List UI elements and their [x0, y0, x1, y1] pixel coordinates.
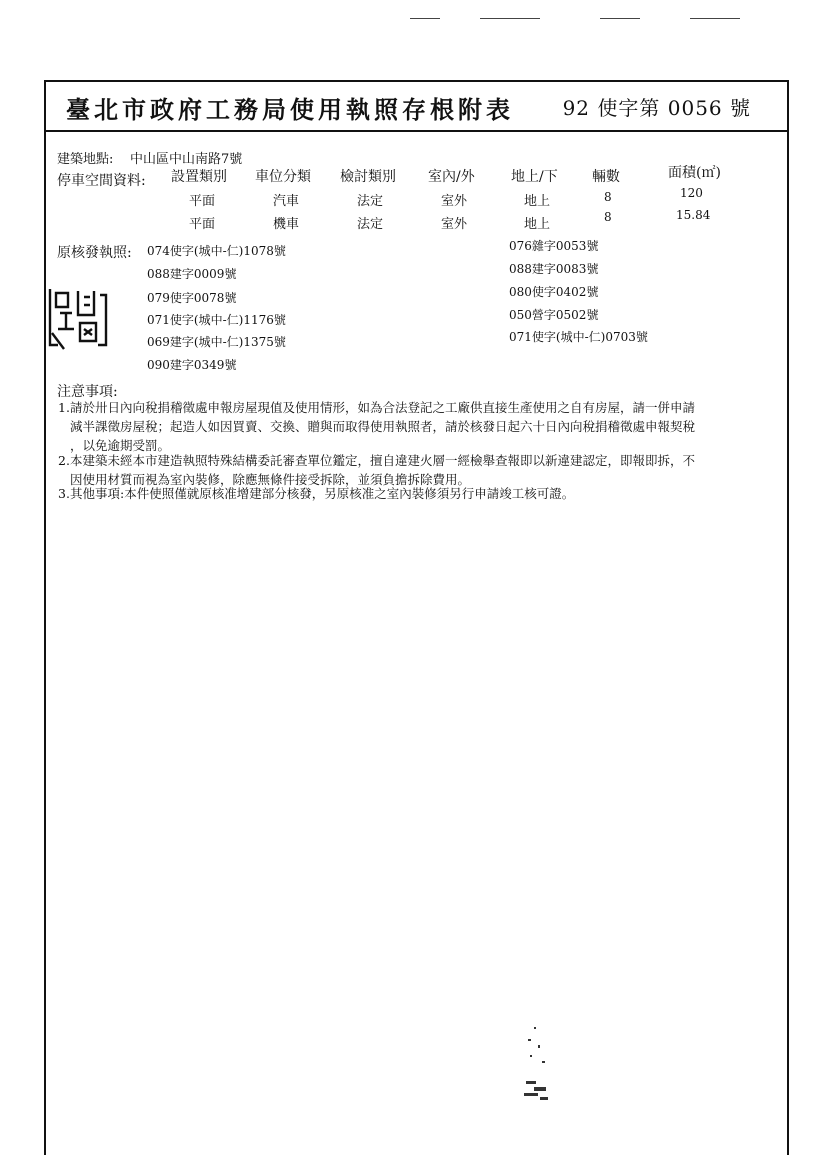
parking-col-category: 設置類別 — [171, 169, 227, 185]
original-permit-right-4: 050營字0502號 — [509, 308, 599, 322]
parking-row1-indoor-outdoor: 室外 — [441, 194, 468, 209]
note-line: 因使用材質而視為室內裝修，除應無條件接受拆除，並須負擔拆除費用。 — [70, 472, 471, 487]
notes-heading: 注意事項: — [57, 384, 118, 400]
title-bar — [44, 80, 789, 132]
scan-noise-mark — [520, 1025, 556, 1105]
scan-speck — [410, 18, 440, 19]
parking-row1-count: 8 — [604, 190, 612, 204]
note-line: 請於卅日內向稅捐稽徵處申報房屋現值及使用情形，如為合法登記之工廠供直接生產使用之自有房屋，請一併申請 — [70, 400, 696, 415]
note-line: 減半課徵房屋稅；起造人如因買賣、交換、贈與而取得使用執照者，請於核發日起六十日內向稅捐稽徵處申報契稅 — [70, 419, 696, 434]
parking-row1-area: 120 — [680, 186, 703, 200]
parking-row1-level: 地上 — [524, 194, 551, 209]
scan-speck — [600, 18, 640, 19]
original-permit-right-1: 076雜字0053號 — [509, 239, 599, 253]
parking-col-indoor-outdoor: 室內/外 — [428, 169, 475, 185]
parking-col-level: 地上/下 — [511, 169, 558, 185]
permit-number: 92 使字第 0056 號 — [562, 96, 751, 120]
original-permit-right-5: 071使字(城中-仁)0703號 — [509, 330, 648, 344]
scan-speck — [690, 18, 740, 19]
scan-speck — [480, 18, 540, 19]
parking-row1-review-type: 法定 — [357, 194, 384, 209]
parking-row2-area: 15.84 — [676, 208, 711, 222]
document-title: 臺北市政府工務局使用執照存根附表 — [66, 95, 514, 124]
note-number: 2. — [58, 453, 70, 468]
original-permit-right-3: 080使字0402號 — [509, 285, 599, 299]
original-permit-left-4: 071使字(城中-仁)1176號 — [147, 313, 286, 327]
address-value: 中山區中山南路7號 — [130, 152, 243, 167]
note-item-1 — [58, 398, 780, 455]
parking-col-area: 面積(㎡) — [668, 165, 721, 181]
parking-row1-category: 平面 — [189, 194, 216, 209]
original-permit-left-6: 090建字0349號 — [147, 358, 237, 372]
parking-label: 停車空間資料: — [57, 173, 146, 189]
parking-row2-space-type: 機車 — [273, 217, 300, 232]
note-number: 1. — [58, 400, 70, 415]
official-seal-stamp — [44, 285, 110, 355]
parking-row2-count: 8 — [604, 210, 612, 224]
parking-row1-space-type: 汽車 — [273, 194, 300, 209]
original-permits-label: 原核發執照: — [57, 245, 132, 261]
parking-col-space-type: 車位分類 — [255, 169, 311, 185]
note-item-3 — [58, 484, 780, 503]
parking-row2-level: 地上 — [524, 217, 551, 232]
parking-row2-indoor-outdoor: 室外 — [441, 217, 468, 232]
original-permit-left-3: 079使字0078號 — [147, 291, 237, 305]
parking-col-count: 輛數 — [592, 169, 620, 185]
note-line: 本建築未經本市建造執照特殊結構委託審查單位鑑定，擅自違建火層一經檢舉查報即以新違建認定，即報即拆，不 — [70, 453, 696, 468]
note-line: ，以免逾期受罰。 — [70, 438, 171, 453]
original-permit-left-5: 069建字(城中-仁)1375號 — [147, 335, 286, 349]
note-number: 3. — [58, 486, 70, 501]
original-permit-left-2: 088建字0009號 — [147, 267, 237, 281]
original-permit-right-2: 088建字0083號 — [509, 262, 599, 276]
parking-row2-category: 平面 — [189, 217, 216, 232]
original-permit-left-1: 074使字(城中-仁)1078號 — [147, 244, 286, 258]
parking-row2-review-type: 法定 — [357, 217, 384, 232]
address-label: 建築地點: — [57, 152, 114, 167]
note-line: 其他事項:本件使照僅就原核准增建部分核發，另原核准之室內裝修須另行申請竣工核可證。 — [70, 486, 575, 501]
parking-col-review-type: 檢討類別 — [340, 169, 396, 185]
